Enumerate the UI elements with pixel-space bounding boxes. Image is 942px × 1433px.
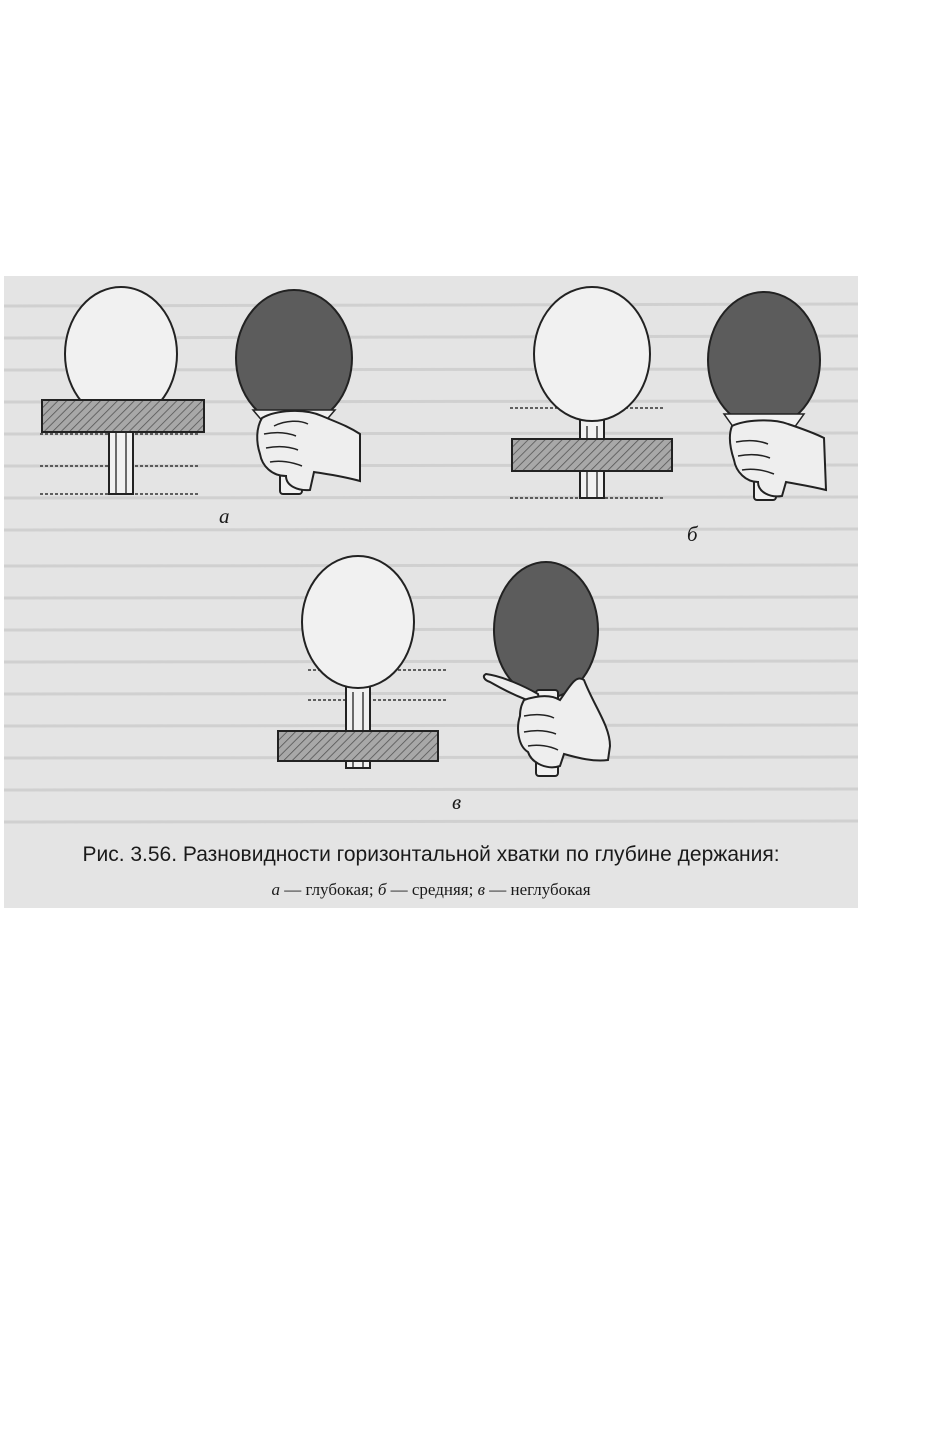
racket-hand-a xyxy=(236,290,360,494)
figure-illustration xyxy=(4,276,858,908)
panel-label-a: а xyxy=(219,504,230,528)
legend-letter-a: а xyxy=(271,880,280,899)
legend-text-b: — средняя; xyxy=(386,880,478,899)
figure-scan xyxy=(4,276,858,908)
legend-text-v: — неглубокая xyxy=(485,880,591,899)
racket-hand-b xyxy=(708,292,826,500)
racket-outline-a xyxy=(40,287,204,494)
panel-label-b: б xyxy=(687,522,698,546)
figure-caption-title: Рис. 3.56. Разновидности горизонтальной хватки по глубине держания: xyxy=(82,843,780,866)
legend-letter-b: б xyxy=(377,880,387,899)
figure-caption-legend xyxy=(4,880,858,900)
panel-label-v: в xyxy=(452,790,462,814)
legend-letter-v: в xyxy=(477,880,485,899)
racket-hand-v xyxy=(484,562,610,776)
legend-text-a: — глубокая; xyxy=(279,880,378,899)
racket-outline-b xyxy=(510,287,672,498)
